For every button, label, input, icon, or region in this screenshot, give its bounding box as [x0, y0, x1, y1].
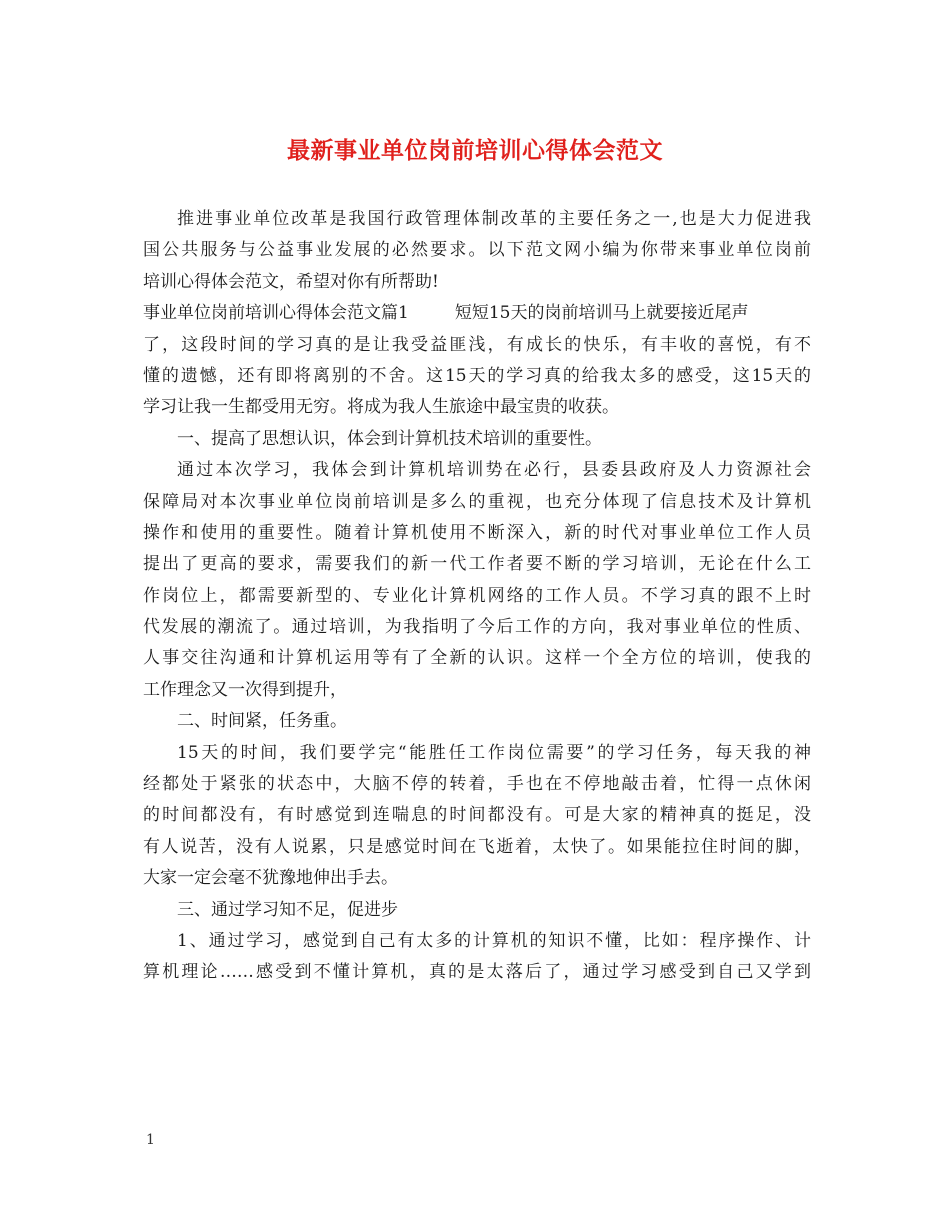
text-line: 作岗位上，都需要新型的、专业化计算机网络的工作人员。不学习真的跟不上时	[143, 585, 811, 606]
text-line	[143, 298, 811, 329]
text-line: 推进事业单位改革是我国行政管理体制改革的主要任务之一,也是大力促进我	[177, 209, 811, 229]
document-body	[143, 204, 811, 989]
text-line: 通过本次学习，我体会到计算机培训势在必行，县委县政府及人力资源社会	[177, 460, 811, 481]
text-line: 1、通过学习，感觉到自己有太多的计算机的知识不懂，比如：程序操作、计	[177, 930, 811, 951]
section-heading: 事业单位岗前培训心得体会范文篇1	[143, 303, 409, 324]
text-line: 懂的遗憾，还有即将离别的不舍。这15天的学习真的给我太多的感受，这15天的	[143, 365, 811, 386]
text-line: 三、通过学习知不足，促进步	[177, 899, 398, 920]
text-line: 国公共服务与公益事业发展的必然要求。以下范文网小编为你带来事业单位岗前	[143, 240, 811, 261]
text-line: 15天的时间，我们要学完“能胜任工作岗位需要”的学习任务，每天我的神	[177, 742, 811, 763]
text-line: 工作理念又一次得到提升，	[143, 679, 347, 700]
paragraph-start: 短短15天的岗前培训马上就要接近尾声	[454, 303, 749, 324]
text-line: 经都处于紧张的状态中，大脑不停的转着，手也在不停地敲击着，忙得一点休闲	[143, 774, 811, 795]
text-line: 学习让我一生都受用无穷。将成为我人生旅途中最宝贵的收获。	[143, 397, 619, 418]
text-line: 大家一定会毫不犹豫地伸出手去。	[143, 868, 398, 889]
document-title: 最新事业单位岗前培训心得体会范文	[287, 137, 663, 164]
text-line: 的时间都没有，有时感觉到连喘息的时间都没有。可是大家的精神真的挺足，没	[143, 805, 811, 826]
text-line: 保障局对本次事业单位岗前培训是多么的重视，也充分体现了信息技术及计算机	[143, 491, 811, 512]
text-line: 培训心得体会范文，希望对你有所帮助!	[143, 271, 439, 292]
text-line: 代发展的潮流了。通过培训，为我指明了今后工作的方向，我对事业单位的性质、	[143, 617, 811, 638]
text-line: 有人说苦，没有人说累，只是感觉时间在飞逝着，太快了。如果能拉住时间的脚，	[143, 836, 811, 857]
text-line: 二、时间紧，任务重。	[177, 711, 347, 732]
text-line: 操作和使用的重要性。随着计算机使用不断深入，新的时代对事业单位工作人员	[143, 522, 811, 543]
page-number: 1	[146, 1132, 155, 1148]
text-line: 人事交往沟通和计算机运用等有了全新的认识。这样一个全方位的培训，使我的	[143, 648, 811, 669]
text-line: 提出了更高的要求，需要我们的新一代工作者要不断的学习培训，无论在什么工	[143, 554, 811, 575]
text-line: 一、提高了思想认识，体会到计算机技术培训的重要性。	[177, 428, 602, 449]
text-line: 了，这段时间的学习真的是让我受益匪浅，有成长的快乐，有丰收的喜悦，有不	[143, 334, 811, 355]
text-line: 算机理论……感受到不懂计算机，真的是太落后了，通过学习感受到自己又学到	[143, 962, 811, 983]
